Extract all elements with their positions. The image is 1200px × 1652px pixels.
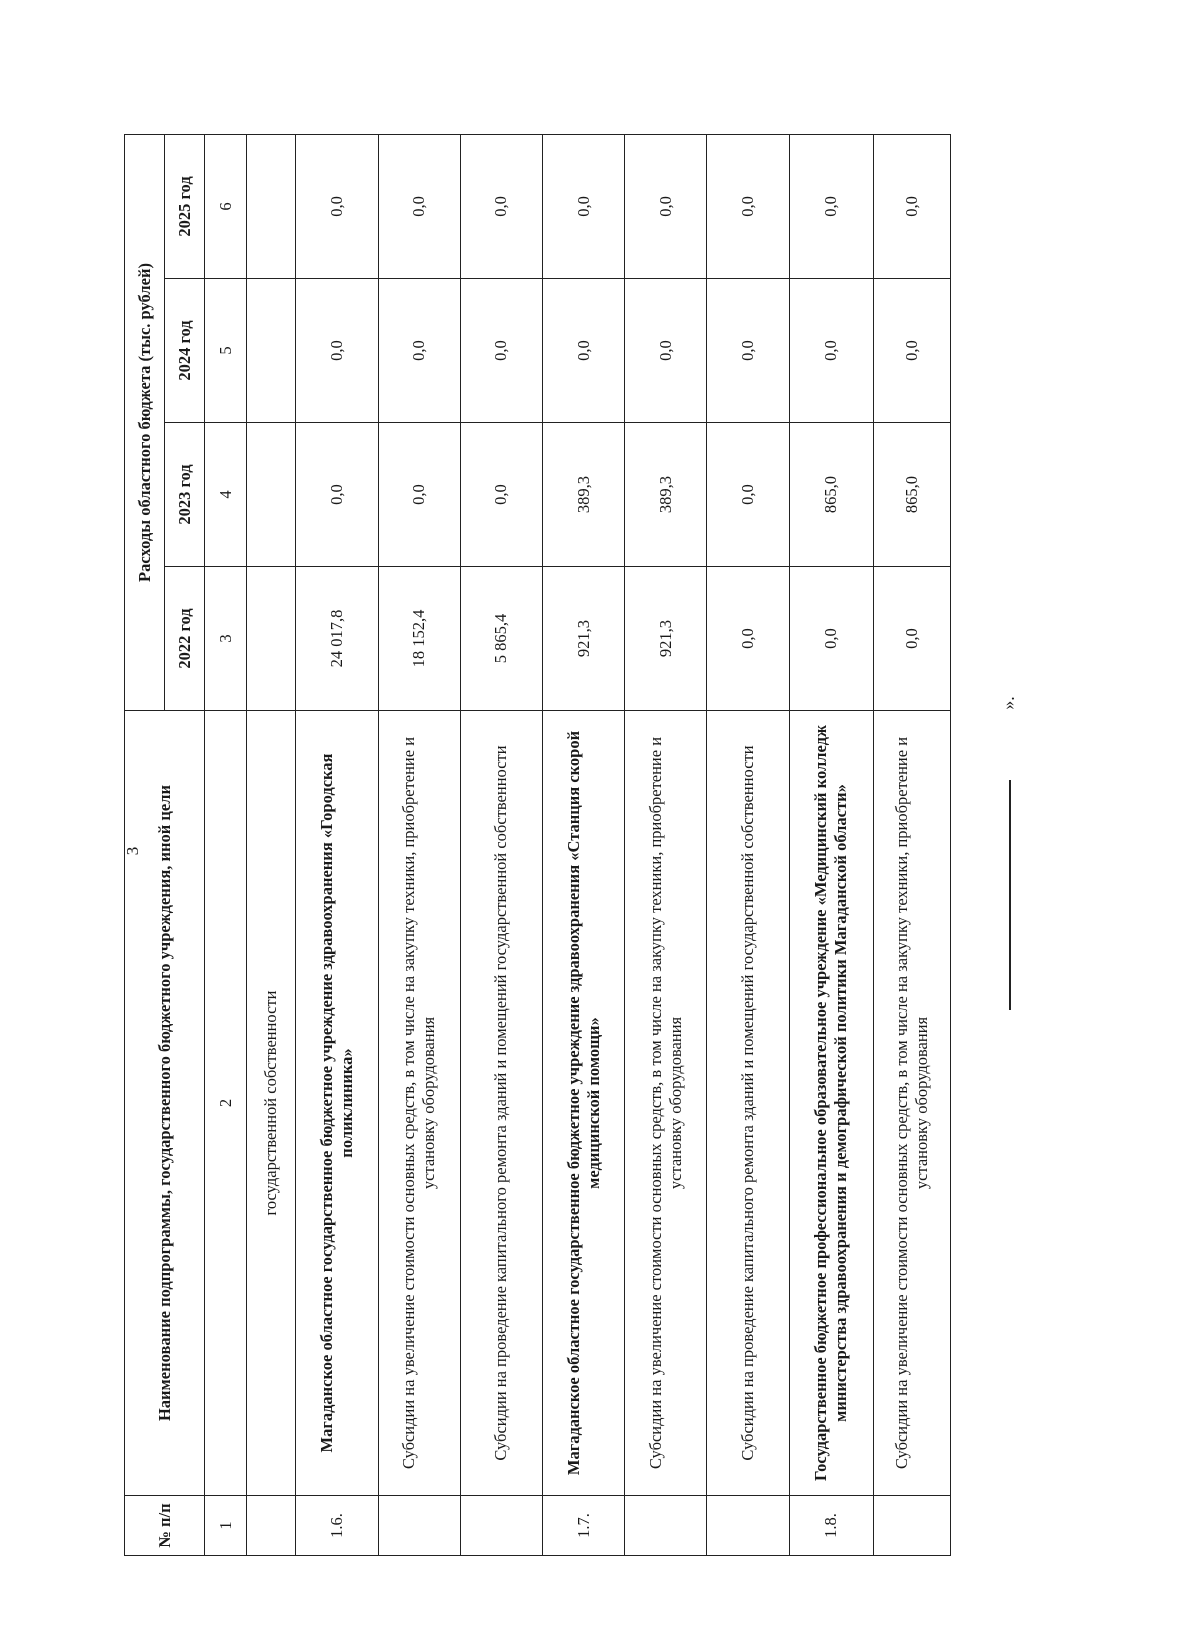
header-col-name: Наименование подпрограммы, государственного бюджетного учреждения, иной цели [125, 711, 205, 1496]
row-name: государственной собственности [247, 711, 296, 1496]
row-value-2022: 0,0 [707, 567, 789, 711]
table-row [247, 134, 296, 1555]
page-number: 3 [123, 846, 142, 856]
header-expenses-group: Расходы областного бюджета (тыс. рублей) [125, 134, 165, 710]
col-number: 6 [205, 134, 247, 278]
budget-table [124, 134, 951, 1556]
row-name: Магаданское областное государственное бюджетное учреждение здравоохранения «Городская поликлиника» [296, 711, 378, 1496]
row-number [247, 1496, 296, 1556]
row-value-2023: 0,0 [378, 423, 460, 567]
closing-line [1009, 780, 1011, 1010]
col-number: 4 [205, 423, 247, 567]
row-value-2022: 24 017,8 [296, 567, 378, 711]
row-value-2023: 0,0 [707, 423, 789, 567]
row-value-2022: 0,0 [789, 567, 873, 711]
row-value-2024: 0,0 [296, 279, 378, 423]
header-year-2024: 2024 год [165, 279, 205, 423]
row-value-2022: 5 865,4 [460, 567, 542, 711]
column-numbers-row [205, 134, 247, 1555]
table-row [542, 134, 624, 1555]
row-value-2024 [247, 279, 296, 423]
row-value-2023: 865,0 [789, 423, 873, 567]
row-value-2024: 0,0 [542, 279, 624, 423]
table-row [789, 134, 873, 1555]
table-row [707, 134, 789, 1555]
header-year-2022: 2022 год [165, 567, 205, 711]
row-number [378, 1496, 460, 1556]
col-number: 5 [205, 279, 247, 423]
row-number [873, 1496, 950, 1556]
row-number [625, 1496, 707, 1556]
table-row [378, 134, 460, 1555]
row-value-2025: 0,0 [542, 134, 624, 278]
table-row [460, 134, 542, 1555]
row-value-2025: 0,0 [789, 134, 873, 278]
header-year-2025: 2025 год [165, 134, 205, 278]
row-value-2025: 0,0 [460, 134, 542, 278]
header-col-no: № п/п [125, 1496, 205, 1556]
row-value-2022: 921,3 [625, 567, 707, 711]
row-name: Субсидии на проведение капитального ремонта зданий и помещений государственной собственности [707, 711, 789, 1496]
row-number: 1.6. [296, 1496, 378, 1556]
header-year-2023: 2023 год [165, 423, 205, 567]
row-number: 1.7. [542, 1496, 624, 1556]
row-name: Субсидии на увеличение стоимости основных средств, в том числе на закупку техники, приобретение и установку оборудования [873, 711, 950, 1496]
table-row [625, 134, 707, 1555]
budget-table-container [124, 135, 951, 1556]
row-value-2024: 0,0 [789, 279, 873, 423]
row-value-2024: 0,0 [873, 279, 950, 423]
row-name: Субсидии на проведение капитального ремонта зданий и помещений государственной собственности [460, 711, 542, 1496]
row-number [707, 1496, 789, 1556]
col-number: 2 [205, 711, 247, 1496]
col-number: 3 [205, 567, 247, 711]
row-value-2022: 18 152,4 [378, 567, 460, 711]
row-number: 1.8. [789, 1496, 873, 1556]
row-value-2024: 0,0 [378, 279, 460, 423]
col-number: 1 [205, 1496, 247, 1556]
row-value-2022 [247, 567, 296, 711]
row-value-2023: 389,3 [542, 423, 624, 567]
row-number [460, 1496, 542, 1556]
row-name: Субсидии на увеличение стоимости основных средств, в том числе на закупку техники, приобретение и установку оборудования [378, 711, 460, 1496]
row-value-2023: 389,3 [625, 423, 707, 567]
row-value-2022: 921,3 [542, 567, 624, 711]
row-value-2025: 0,0 [378, 134, 460, 278]
table-row [296, 134, 378, 1555]
row-value-2023 [247, 423, 296, 567]
row-value-2024: 0,0 [625, 279, 707, 423]
row-value-2025: 0,0 [296, 134, 378, 278]
row-value-2022: 0,0 [873, 567, 950, 711]
row-value-2023: 0,0 [296, 423, 378, 567]
row-value-2025: 0,0 [707, 134, 789, 278]
row-name: Магаданское областное государственное бюджетное учреждение здравоохранения «Станция скорой медицинской помощи» [542, 711, 624, 1496]
row-name: Государственное бюджетное профессиональное образовательное учреждение «Медицинский колледж министерства здравоохранения и демографической политики Магаданской области» [789, 711, 873, 1496]
row-value-2025: 0,0 [873, 134, 950, 278]
row-value-2023: 865,0 [873, 423, 950, 567]
row-value-2023: 0,0 [460, 423, 542, 567]
row-value-2025 [247, 134, 296, 278]
table-row [873, 134, 950, 1555]
row-value-2024: 0,0 [707, 279, 789, 423]
row-name: Субсидии на увеличение стоимости основных средств, в том числе на закупку техники, приобретение и установку оборудования [625, 711, 707, 1496]
closing-mark: ». [998, 696, 1018, 710]
row-value-2025: 0,0 [625, 134, 707, 278]
row-value-2024: 0,0 [460, 279, 542, 423]
